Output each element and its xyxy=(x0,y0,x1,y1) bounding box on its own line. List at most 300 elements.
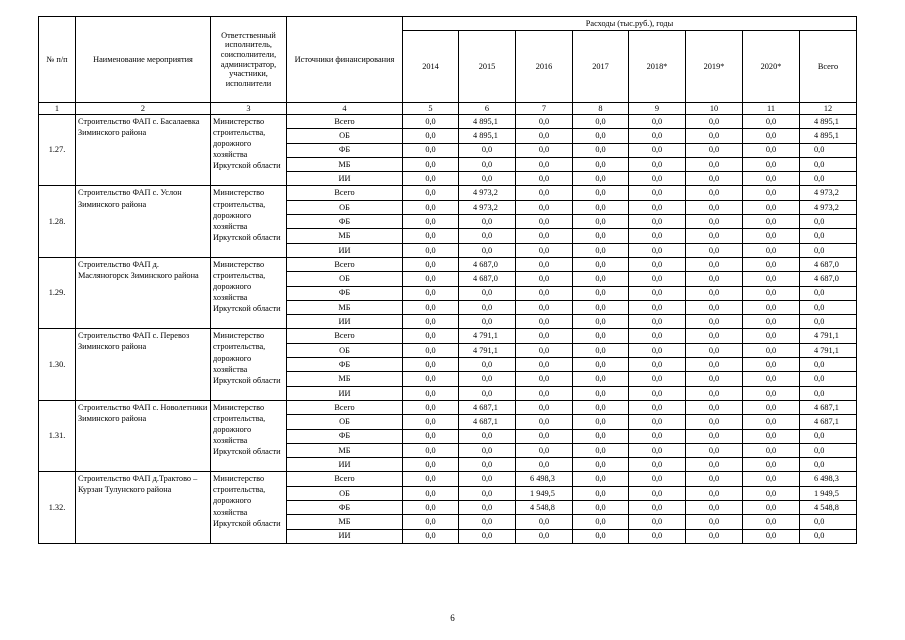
year-value: 0,0 xyxy=(403,529,459,543)
year-value: 0,0 xyxy=(573,443,629,457)
year-value: 0,0 xyxy=(629,458,686,472)
total-value: 0,0 xyxy=(800,229,857,243)
table-row xyxy=(39,329,857,343)
total-value: 4 791,1 xyxy=(800,329,857,343)
year-value: 0,0 xyxy=(743,157,800,171)
header-total: Всего xyxy=(800,31,857,103)
year-value: 0,0 xyxy=(743,315,800,329)
year-value: 0,0 xyxy=(743,229,800,243)
year-value: 0,0 xyxy=(403,215,459,229)
year-value: 0,0 xyxy=(686,472,743,486)
column-numbers-row xyxy=(39,103,857,115)
funding-source: ИИ xyxy=(287,172,403,186)
year-value: 0,0 xyxy=(516,529,573,543)
column-number: 7 xyxy=(516,103,573,115)
year-value: 0,0 xyxy=(743,129,800,143)
year-value: 0,0 xyxy=(516,215,573,229)
item-number: 1.27. xyxy=(39,115,76,186)
item-responsible: Министерство строительства, дорожного хозяйства Иркутской области xyxy=(211,115,287,186)
year-value: 0,0 xyxy=(516,143,573,157)
year-value: 0,0 xyxy=(629,515,686,529)
year-value: 0,0 xyxy=(743,501,800,515)
year-value: 0,0 xyxy=(573,400,629,414)
year-value: 0,0 xyxy=(629,429,686,443)
year-value: 0,0 xyxy=(403,272,459,286)
year-value: 0,0 xyxy=(573,272,629,286)
total-value: 4 895,1 xyxy=(800,115,857,129)
funding-source: МБ xyxy=(287,300,403,314)
year-value: 0,0 xyxy=(743,472,800,486)
item-responsible: Министерство строительства, дорожного хозяйства Иркутской области xyxy=(211,400,287,471)
year-value: 0,0 xyxy=(403,400,459,414)
year-value: 0,0 xyxy=(629,186,686,200)
year-value: 0,0 xyxy=(743,115,800,129)
year-value: 0,0 xyxy=(686,443,743,457)
year-value: 0,0 xyxy=(573,486,629,500)
year-value: 0,0 xyxy=(403,415,459,429)
year-value: 0,0 xyxy=(743,400,800,414)
total-value: 0,0 xyxy=(800,429,857,443)
column-number: 3 xyxy=(211,103,287,115)
total-value: 4 895,1 xyxy=(800,129,857,143)
year-value: 0,0 xyxy=(459,172,516,186)
year-value: 0,0 xyxy=(459,458,516,472)
year-value: 0,0 xyxy=(743,343,800,357)
header-year: 2017 xyxy=(573,31,629,103)
funding-source: МБ xyxy=(287,229,403,243)
total-value: 4 687,0 xyxy=(800,257,857,271)
year-value: 0,0 xyxy=(516,257,573,271)
year-value: 0,0 xyxy=(403,329,459,343)
year-value: 0,0 xyxy=(573,229,629,243)
year-value: 0,0 xyxy=(403,243,459,257)
year-value: 4 895,1 xyxy=(459,129,516,143)
year-value: 0,0 xyxy=(403,186,459,200)
year-value: 0,0 xyxy=(516,315,573,329)
year-value: 0,0 xyxy=(743,172,800,186)
year-value: 0,0 xyxy=(686,415,743,429)
year-value: 0,0 xyxy=(743,329,800,343)
year-value: 0,0 xyxy=(686,300,743,314)
year-value: 0,0 xyxy=(573,300,629,314)
year-value: 0,0 xyxy=(686,429,743,443)
funding-source: МБ xyxy=(287,515,403,529)
total-value: 0,0 xyxy=(800,157,857,171)
total-value: 0,0 xyxy=(800,172,857,186)
column-number: 12 xyxy=(800,103,857,115)
year-value: 4 548,8 xyxy=(516,501,573,515)
year-value: 0,0 xyxy=(743,143,800,157)
year-value: 0,0 xyxy=(403,129,459,143)
year-value: 0,0 xyxy=(629,486,686,500)
funding-source: МБ xyxy=(287,443,403,457)
item-number: 1.30. xyxy=(39,329,76,400)
year-value: 0,0 xyxy=(516,272,573,286)
funding-source: Всего xyxy=(287,115,403,129)
year-value: 0,0 xyxy=(629,115,686,129)
year-value: 0,0 xyxy=(686,186,743,200)
column-number: 11 xyxy=(743,103,800,115)
year-value: 0,0 xyxy=(686,501,743,515)
total-value: 0,0 xyxy=(800,443,857,457)
year-value: 0,0 xyxy=(686,358,743,372)
funding-source: ОБ xyxy=(287,486,403,500)
year-value: 4 791,1 xyxy=(459,329,516,343)
year-value: 4 791,1 xyxy=(459,343,516,357)
year-value: 0,0 xyxy=(459,229,516,243)
year-value: 0,0 xyxy=(403,229,459,243)
year-value: 0,0 xyxy=(629,343,686,357)
year-value: 0,0 xyxy=(743,358,800,372)
year-value: 0,0 xyxy=(629,257,686,271)
funding-source: ФБ xyxy=(287,215,403,229)
year-value: 0,0 xyxy=(629,443,686,457)
header-responsible: Ответственный исполнитель, соисполнители, администратор, участники, исполнители xyxy=(211,17,287,103)
year-value: 0,0 xyxy=(403,501,459,515)
year-value: 0,0 xyxy=(743,429,800,443)
year-value: 0,0 xyxy=(629,129,686,143)
year-value: 1 949,5 xyxy=(516,486,573,500)
year-value: 0,0 xyxy=(403,286,459,300)
year-value: 0,0 xyxy=(516,458,573,472)
year-value: 0,0 xyxy=(516,443,573,457)
year-value: 0,0 xyxy=(573,529,629,543)
table-row xyxy=(39,186,857,200)
year-value: 0,0 xyxy=(403,257,459,271)
total-value: 0,0 xyxy=(800,358,857,372)
year-value: 0,0 xyxy=(743,300,800,314)
funding-source: ИИ xyxy=(287,529,403,543)
year-value: 0,0 xyxy=(459,372,516,386)
year-value: 4 687,1 xyxy=(459,400,516,414)
funding-source: ОБ xyxy=(287,415,403,429)
year-value: 0,0 xyxy=(686,529,743,543)
year-value: 0,0 xyxy=(743,486,800,500)
table-row xyxy=(39,400,857,414)
year-value: 0,0 xyxy=(516,243,573,257)
year-value: 0,0 xyxy=(743,272,800,286)
item-number: 1.32. xyxy=(39,472,76,543)
year-value: 0,0 xyxy=(573,143,629,157)
funding-source: ИИ xyxy=(287,458,403,472)
year-value: 0,0 xyxy=(743,372,800,386)
year-value: 0,0 xyxy=(686,172,743,186)
year-value: 0,0 xyxy=(459,300,516,314)
year-value: 0,0 xyxy=(459,443,516,457)
item-number: 1.28. xyxy=(39,186,76,257)
year-value: 0,0 xyxy=(686,257,743,271)
year-value: 0,0 xyxy=(403,472,459,486)
item-name: Строительство ФАП д.Трактово – Курзан Тулунского района xyxy=(76,472,211,543)
column-number: 6 xyxy=(459,103,516,115)
year-value: 0,0 xyxy=(459,315,516,329)
year-value: 0,0 xyxy=(403,143,459,157)
table-row xyxy=(39,472,857,486)
total-value: 1 949,5 xyxy=(800,486,857,500)
year-value: 0,0 xyxy=(403,443,459,457)
header-name: Наименование мероприятия xyxy=(76,17,211,103)
header-year: 2015 xyxy=(459,31,516,103)
header-year: 2018* xyxy=(629,31,686,103)
year-value: 0,0 xyxy=(516,172,573,186)
year-value: 0,0 xyxy=(743,529,800,543)
year-value: 0,0 xyxy=(573,458,629,472)
item-name: Строительство ФАП д. Масляногорск Зиминского района xyxy=(76,257,211,328)
funding-source: ФБ xyxy=(287,358,403,372)
year-value: 0,0 xyxy=(573,386,629,400)
year-value: 0,0 xyxy=(573,215,629,229)
year-value: 0,0 xyxy=(686,115,743,129)
year-value: 0,0 xyxy=(686,372,743,386)
funding-source: ФБ xyxy=(287,286,403,300)
year-value: 0,0 xyxy=(459,486,516,500)
year-value: 0,0 xyxy=(573,186,629,200)
year-value: 0,0 xyxy=(573,115,629,129)
year-value: 0,0 xyxy=(629,372,686,386)
item-number: 1.31. xyxy=(39,400,76,471)
year-value: 0,0 xyxy=(403,172,459,186)
year-value: 0,0 xyxy=(743,186,800,200)
year-value: 4 687,0 xyxy=(459,272,516,286)
column-number: 4 xyxy=(287,103,403,115)
funding-source: ОБ xyxy=(287,272,403,286)
year-value: 0,0 xyxy=(629,358,686,372)
header-year: 2016 xyxy=(516,31,573,103)
year-value: 0,0 xyxy=(573,257,629,271)
year-value: 0,0 xyxy=(629,200,686,214)
column-number: 9 xyxy=(629,103,686,115)
year-value: 0,0 xyxy=(516,415,573,429)
item-name: Строительство ФАП с. Перевоз Зиминского района xyxy=(76,329,211,400)
expenses-table xyxy=(38,16,857,544)
table-body xyxy=(39,115,857,544)
year-value: 0,0 xyxy=(573,315,629,329)
year-value: 6 498,3 xyxy=(516,472,573,486)
column-number: 8 xyxy=(573,103,629,115)
item-name: Строительство ФАП с. Басалаевка Зиминского района xyxy=(76,115,211,186)
year-value: 0,0 xyxy=(743,515,800,529)
column-number: 1 xyxy=(39,103,76,115)
year-value: 0,0 xyxy=(459,515,516,529)
year-value: 0,0 xyxy=(403,386,459,400)
total-value: 4 791,1 xyxy=(800,343,857,357)
year-value: 0,0 xyxy=(629,215,686,229)
year-value: 0,0 xyxy=(686,329,743,343)
year-value: 0,0 xyxy=(743,215,800,229)
total-value: 0,0 xyxy=(800,529,857,543)
year-value: 0,0 xyxy=(573,429,629,443)
year-value: 0,0 xyxy=(459,386,516,400)
year-value: 0,0 xyxy=(403,300,459,314)
year-value: 0,0 xyxy=(573,200,629,214)
funding-source: ОБ xyxy=(287,343,403,357)
funding-source: Всего xyxy=(287,257,403,271)
year-value: 0,0 xyxy=(629,315,686,329)
item-responsible: Министерство строительства, дорожного хозяйства Иркутской области xyxy=(211,472,287,543)
header-year: 2019* xyxy=(686,31,743,103)
year-value: 0,0 xyxy=(743,286,800,300)
year-value: 0,0 xyxy=(403,343,459,357)
item-responsible: Министерство строительства, дорожного хозяйства Иркутской области xyxy=(211,257,287,328)
item-number: 1.29. xyxy=(39,257,76,328)
page-number: 6 xyxy=(450,613,455,623)
year-value: 0,0 xyxy=(686,157,743,171)
year-value: 0,0 xyxy=(629,272,686,286)
total-value: 0,0 xyxy=(800,143,857,157)
year-value: 0,0 xyxy=(573,157,629,171)
table-row xyxy=(39,115,857,129)
header-year: 2020* xyxy=(743,31,800,103)
year-value: 0,0 xyxy=(629,415,686,429)
year-value: 4 973,2 xyxy=(459,186,516,200)
total-value: 4 687,0 xyxy=(800,272,857,286)
funding-source: МБ xyxy=(287,157,403,171)
year-value: 0,0 xyxy=(743,443,800,457)
year-value: 0,0 xyxy=(743,200,800,214)
year-value: 0,0 xyxy=(686,215,743,229)
year-value: 0,0 xyxy=(459,472,516,486)
year-value: 0,0 xyxy=(403,157,459,171)
funding-source: Всего xyxy=(287,329,403,343)
total-value: 0,0 xyxy=(800,458,857,472)
year-value: 0,0 xyxy=(516,200,573,214)
year-value: 0,0 xyxy=(686,400,743,414)
table-row xyxy=(39,257,857,271)
header-num: № п/п xyxy=(39,17,76,103)
column-number: 5 xyxy=(403,103,459,115)
year-value: 0,0 xyxy=(686,286,743,300)
year-value: 0,0 xyxy=(629,143,686,157)
total-value: 0,0 xyxy=(800,215,857,229)
year-value: 0,0 xyxy=(743,415,800,429)
column-number: 10 xyxy=(686,103,743,115)
year-value: 0,0 xyxy=(629,286,686,300)
year-value: 0,0 xyxy=(686,386,743,400)
year-value: 0,0 xyxy=(459,429,516,443)
year-value: 0,0 xyxy=(743,243,800,257)
funding-source: ОБ xyxy=(287,200,403,214)
header-year: 2014 xyxy=(403,31,459,103)
year-value: 0,0 xyxy=(686,200,743,214)
year-value: 0,0 xyxy=(573,329,629,343)
year-value: 0,0 xyxy=(516,343,573,357)
funding-source: ИИ xyxy=(287,315,403,329)
year-value: 0,0 xyxy=(516,186,573,200)
year-value: 4 687,0 xyxy=(459,257,516,271)
year-value: 0,0 xyxy=(516,372,573,386)
year-value: 0,0 xyxy=(516,358,573,372)
item-name: Строительство ФАП с. Новолетники Зиминского района xyxy=(76,400,211,471)
year-value: 0,0 xyxy=(403,358,459,372)
year-value: 0,0 xyxy=(403,429,459,443)
year-value: 0,0 xyxy=(459,243,516,257)
header-sources: Источники финансирования xyxy=(287,17,403,103)
year-value: 4 687,1 xyxy=(459,415,516,429)
funding-source: Всего xyxy=(287,400,403,414)
year-value: 0,0 xyxy=(629,229,686,243)
funding-source: Всего xyxy=(287,472,403,486)
year-value: 0,0 xyxy=(459,215,516,229)
year-value: 0,0 xyxy=(629,472,686,486)
header-expenses: Расходы (тыс.руб.), годы xyxy=(403,17,857,31)
year-value: 0,0 xyxy=(516,157,573,171)
year-value: 0,0 xyxy=(573,415,629,429)
year-value: 0,0 xyxy=(686,143,743,157)
year-value: 0,0 xyxy=(573,501,629,515)
year-value: 0,0 xyxy=(403,372,459,386)
year-value: 0,0 xyxy=(629,529,686,543)
year-value: 0,0 xyxy=(686,343,743,357)
total-value: 0,0 xyxy=(800,286,857,300)
funding-source: ФБ xyxy=(287,501,403,515)
year-value: 0,0 xyxy=(573,172,629,186)
year-value: 0,0 xyxy=(686,229,743,243)
total-value: 4 687,1 xyxy=(800,400,857,414)
year-value: 4 973,2 xyxy=(459,200,516,214)
year-value: 0,0 xyxy=(629,501,686,515)
total-value: 4 548,8 xyxy=(800,501,857,515)
funding-source: ФБ xyxy=(287,429,403,443)
funding-source: ИИ xyxy=(287,243,403,257)
year-value: 0,0 xyxy=(403,458,459,472)
total-value: 4 687,1 xyxy=(800,415,857,429)
year-value: 4 895,1 xyxy=(459,115,516,129)
year-value: 0,0 xyxy=(686,272,743,286)
year-value: 0,0 xyxy=(743,386,800,400)
year-value: 0,0 xyxy=(516,515,573,529)
year-value: 0,0 xyxy=(516,286,573,300)
year-value: 0,0 xyxy=(629,329,686,343)
year-value: 0,0 xyxy=(629,386,686,400)
total-value: 4 973,2 xyxy=(800,200,857,214)
total-value: 0,0 xyxy=(800,372,857,386)
total-value: 0,0 xyxy=(800,386,857,400)
funding-source: ОБ xyxy=(287,129,403,143)
year-value: 0,0 xyxy=(403,200,459,214)
year-value: 0,0 xyxy=(573,243,629,257)
year-value: 0,0 xyxy=(403,315,459,329)
year-value: 0,0 xyxy=(686,129,743,143)
total-value: 0,0 xyxy=(800,315,857,329)
year-value: 0,0 xyxy=(516,400,573,414)
year-value: 0,0 xyxy=(459,501,516,515)
funding-source: МБ xyxy=(287,372,403,386)
year-value: 0,0 xyxy=(743,257,800,271)
year-value: 0,0 xyxy=(516,115,573,129)
year-value: 0,0 xyxy=(403,115,459,129)
year-value: 0,0 xyxy=(573,515,629,529)
year-value: 0,0 xyxy=(516,429,573,443)
year-value: 0,0 xyxy=(573,286,629,300)
year-value: 0,0 xyxy=(516,300,573,314)
year-value: 0,0 xyxy=(459,286,516,300)
year-value: 0,0 xyxy=(573,129,629,143)
year-value: 0,0 xyxy=(573,372,629,386)
column-number: 2 xyxy=(76,103,211,115)
item-name: Строительство ФАП с. Услон Зиминского района xyxy=(76,186,211,257)
year-value: 0,0 xyxy=(743,458,800,472)
year-value: 0,0 xyxy=(686,243,743,257)
year-value: 0,0 xyxy=(403,515,459,529)
item-responsible: Министерство строительства, дорожного хозяйства Иркутской области xyxy=(211,329,287,400)
year-value: 0,0 xyxy=(516,386,573,400)
total-value: 0,0 xyxy=(800,243,857,257)
year-value: 0,0 xyxy=(686,486,743,500)
year-value: 0,0 xyxy=(516,329,573,343)
year-value: 0,0 xyxy=(573,343,629,357)
funding-source: Всего xyxy=(287,186,403,200)
total-value: 0,0 xyxy=(800,300,857,314)
